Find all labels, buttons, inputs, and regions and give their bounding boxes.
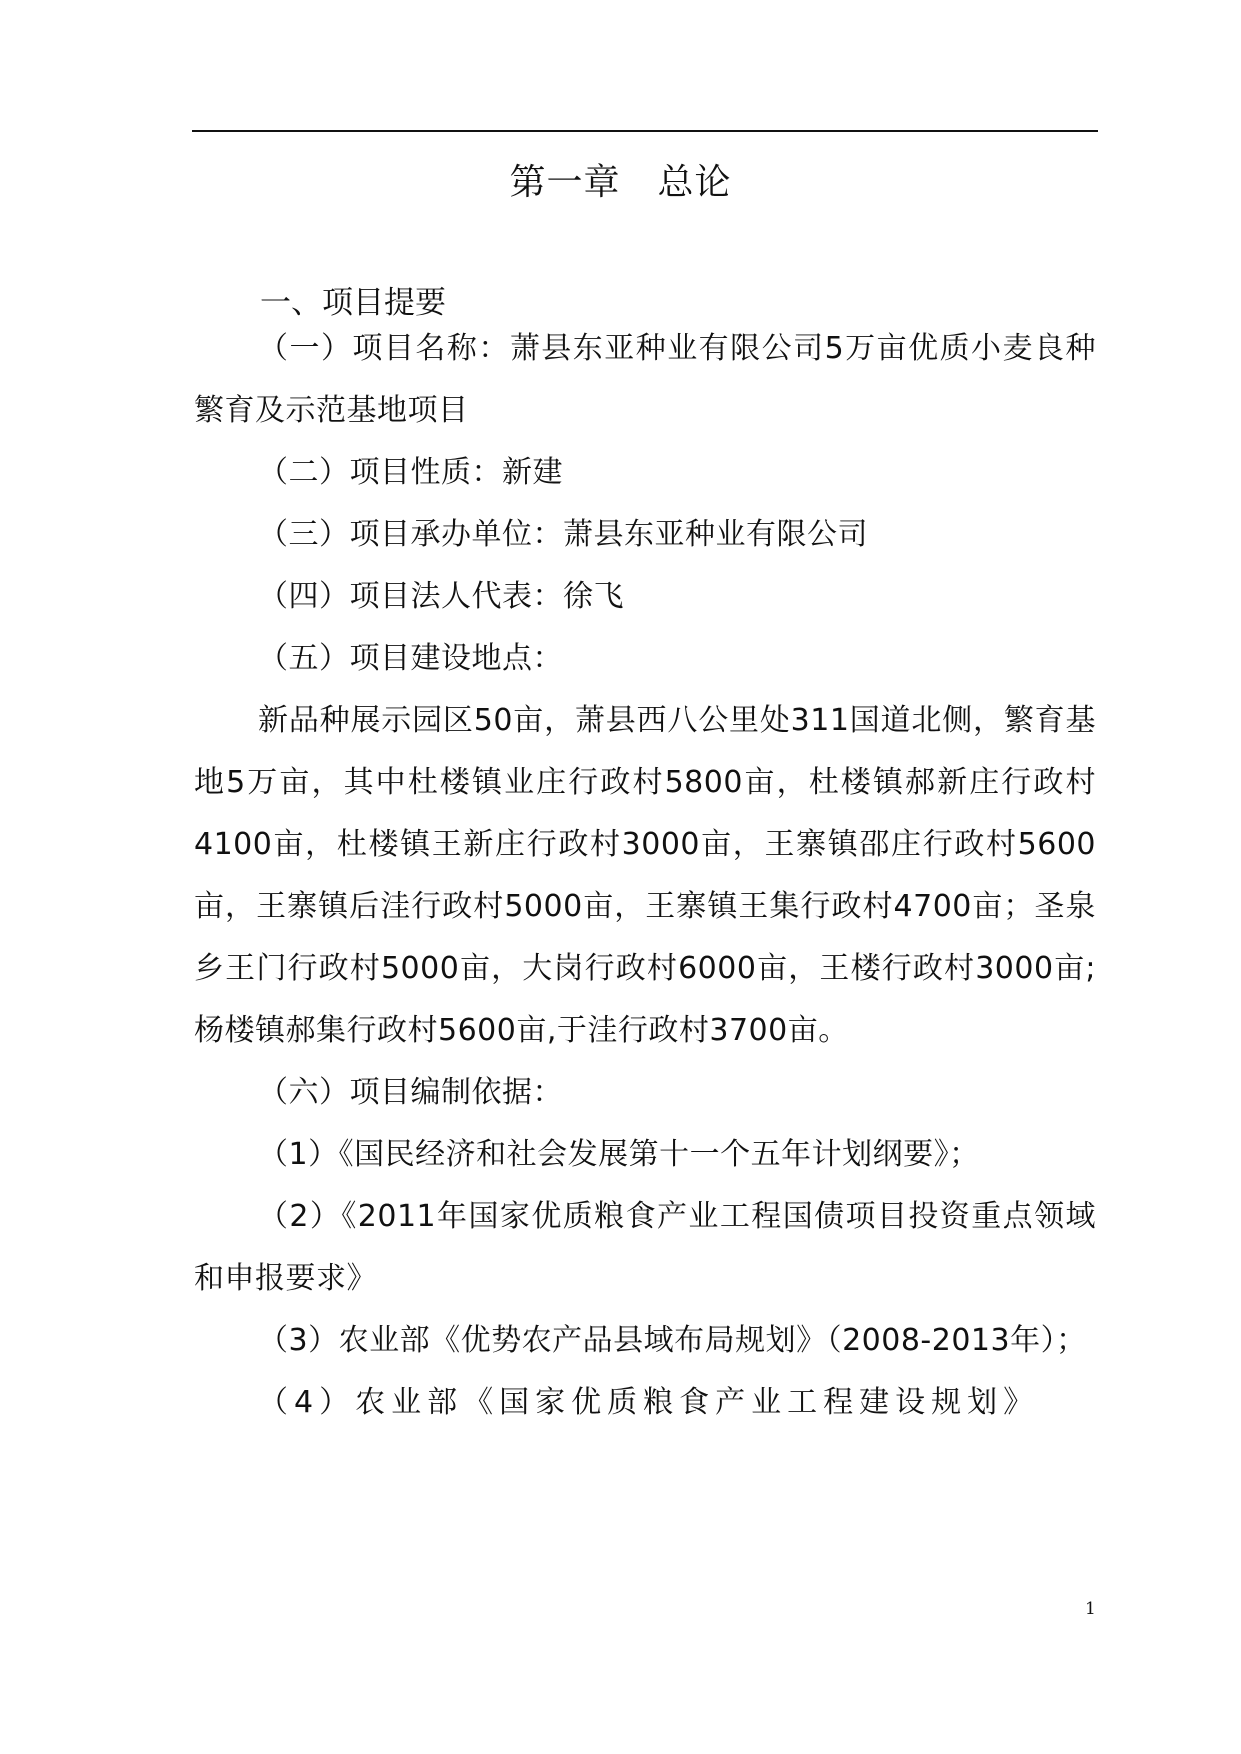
section-heading: 一、项目提要 xyxy=(260,285,446,321)
paragraph-basis-item-1: （1）《国民经济和社会发展第十一个五年计划纲要》； xyxy=(258,1137,980,1172)
paragraph-project-name: （一）项目名称：萧县东亚种业有限公司5万亩优质小麦良种繁育及示范基地项目 xyxy=(194,331,1096,428)
header-rule xyxy=(192,130,1098,132)
paragraph-basis-item-3: （3）农业部《优势农产品县域布局规划》（2008-2013年）； xyxy=(258,1323,1087,1358)
paragraph-legal-representative: （四）项目法人代表：徐飞 xyxy=(258,579,624,614)
paragraph-basis-item-2: （2）《2011年国家优质粮食产业工程国债项目投资重点领域和申报要求》 xyxy=(194,1199,1096,1296)
page-number: 1 xyxy=(1085,1599,1096,1619)
paragraph-project-organizer: （三）项目承办单位：萧县东亚种业有限公司 xyxy=(258,517,868,552)
paragraph-basis-item-4: （4）农业部《国家优质粮食产业工程建设规划》 xyxy=(258,1385,1040,1420)
paragraph-compilation-basis-heading: （六）项目编制依据： xyxy=(258,1075,563,1110)
paragraph-construction-site-detail: 新品种展示园区50亩，萧县西八公里处311国道北侧，繁育基地5万亩，其中杜楼镇业庄行政村5800亩，杜楼镇郝新庄行政村4100亩，杜楼镇王新庄行政村3000亩，王寨镇邵庄行政村5600亩，王寨镇后洼行政村5000亩，王寨镇王集行政村4700亩；圣泉乡王门行政村5000亩，大岗行政村6000亩，王楼行政村3000亩;杨楼镇郝集行政村5600亩,于洼行政村3700亩。 xyxy=(194,703,1096,1048)
paragraph-project-nature: （二）项目性质：新建 xyxy=(258,455,563,490)
body-text xyxy=(194,318,1096,1434)
paragraph-construction-site-heading: （五）项目建设地点： xyxy=(258,641,563,676)
chapter-title: 第一章 总论 xyxy=(509,162,732,203)
